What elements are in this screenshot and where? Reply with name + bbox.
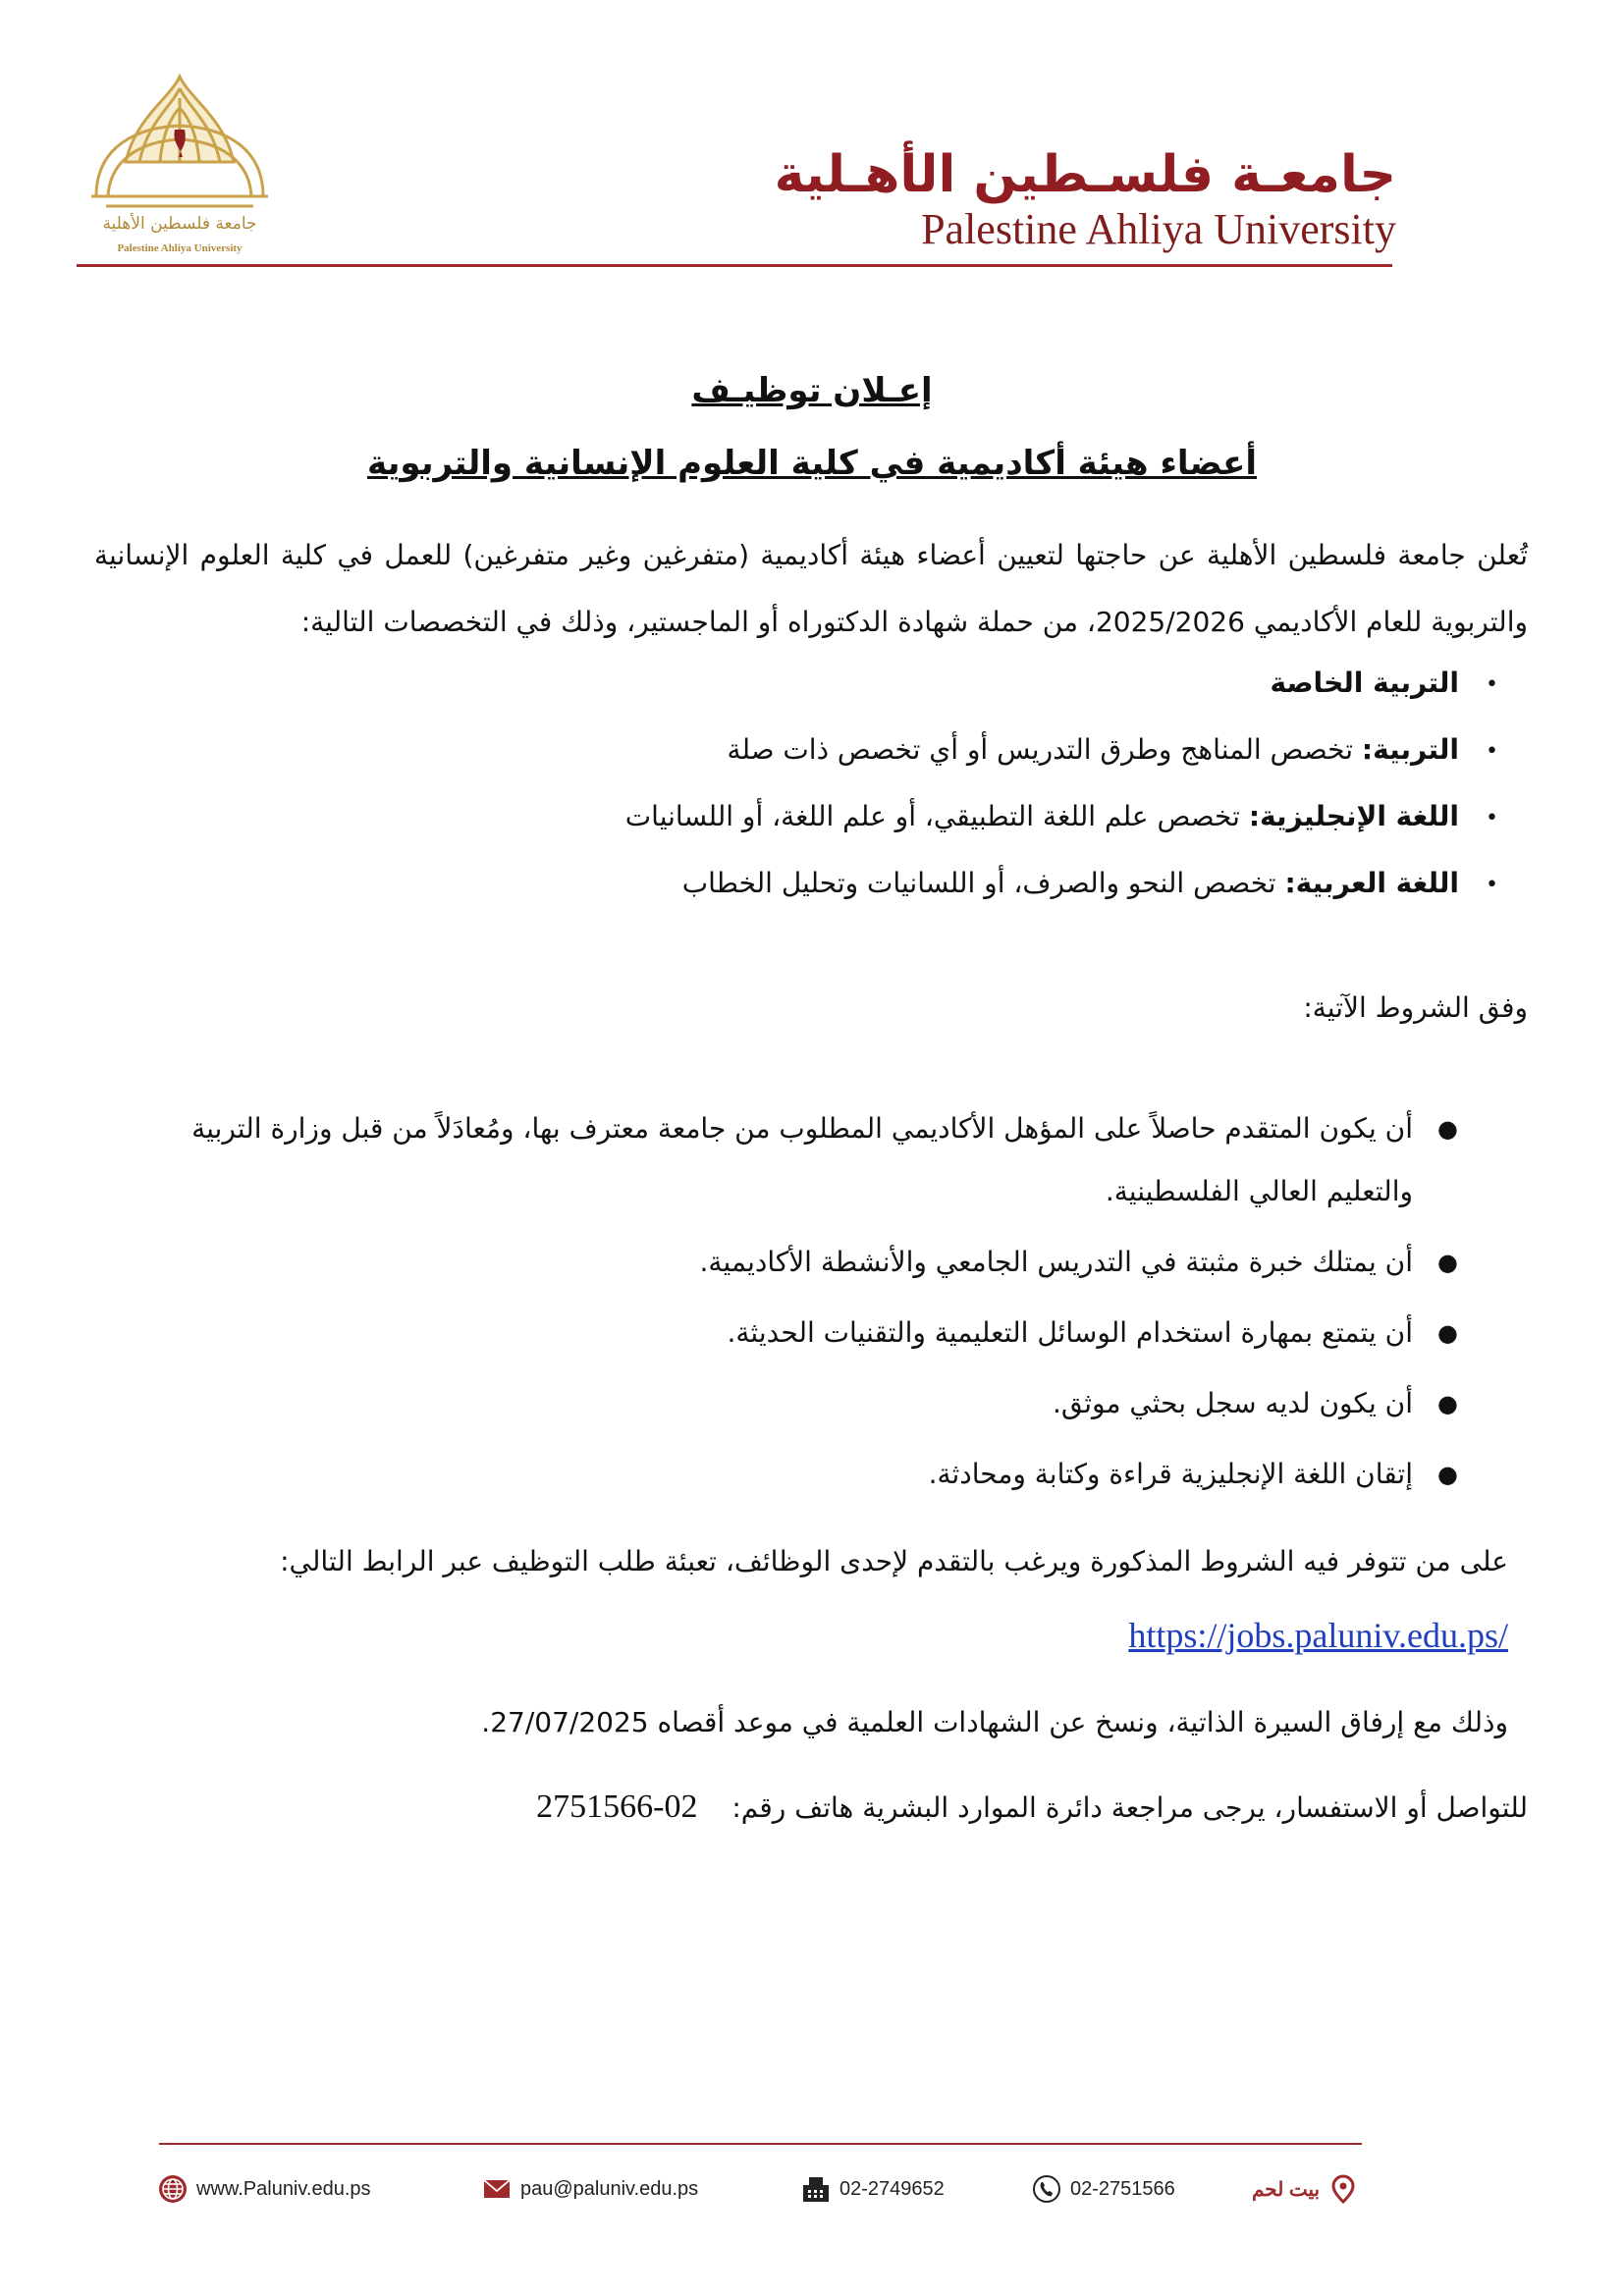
- footer-fax: [800, 2173, 945, 2205]
- svg-text:Palestine Ahliya University: Palestine Ahliya University: [117, 242, 243, 254]
- bullet-icon: •: [1486, 806, 1498, 830]
- footer-email[interactable]: [481, 2173, 698, 2205]
- list-item: ● أن يكون المتقدم حاصلاً على المؤهل الأكاديمي المطلوب من جامعة معترف بها، ومُعادَلاً من قبل وزارة التربية والتعليم العالي الفلسطينية.: [136, 1097, 1413, 1223]
- footer-phone[interactable]: [1031, 2173, 1175, 2205]
- email-text: pau@paluniv.edu.ps: [520, 2177, 699, 2200]
- list-item: ● إتقان اللغة الإنجليزية قراءة وكتابة ومحادثة.: [136, 1443, 1413, 1506]
- apply-instructions: على من تتوفر فيه الشروط المذكورة ويرغب بالتقدم لإحدى الوظائف، تعبئة طلب التوظيف عبر الرابط التالي:: [280, 1545, 1508, 1577]
- conditions-list: [136, 1097, 1458, 1514]
- dome-logo-icon: [77, 69, 283, 265]
- contact-text: للتواصل أو الاستفسار، يرجى مراجعة دائرة الموارد البشرية هاتف رقم:: [731, 1791, 1528, 1824]
- bullet-icon: ●: [1437, 1319, 1458, 1347]
- footer-website[interactable]: [157, 2173, 371, 2205]
- announcement-subtitle: أعضاء هيئة أكاديمية في كلية العلوم الإنسانية والتربوية: [367, 444, 1257, 483]
- globe-icon: [157, 2173, 189, 2205]
- contact-phone: 02-2751566: [536, 1789, 698, 1825]
- list-item: • التربية الخاصة: [625, 656, 1459, 722]
- fax-text: 02-2749652: [839, 2177, 945, 2200]
- fax-icon: [800, 2173, 832, 2205]
- footer-divider: [159, 2143, 1362, 2145]
- footer-location: [1252, 2173, 1359, 2205]
- deadline-text: وذلك مع إرفاق السيرة الذاتية، ونسخ عن الشهادات العلمية في موعد أقصاه 27/07/2025.: [481, 1706, 1508, 1738]
- bullet-icon: •: [1486, 672, 1498, 697]
- bullet-icon: ●: [1437, 1390, 1458, 1417]
- list-item: • التربية: تخصص المناهج وطرق التدريس أو أي تخصص ذات صلة: [625, 722, 1459, 789]
- list-item: • اللغة العربية: تخصص النحو والصرف، أو اللسانيات وتحليل الخطاب: [625, 856, 1459, 923]
- application-link[interactable]: https://jobs.paluniv.edu.ps/: [1128, 1616, 1508, 1655]
- bullet-icon: •: [1486, 873, 1498, 897]
- bullet-icon: •: [1486, 739, 1498, 764]
- university-logo: [77, 69, 283, 265]
- university-name-english: Palestine Ahliya University: [921, 205, 1396, 253]
- bullet-icon: ●: [1437, 1115, 1458, 1143]
- list-item: • اللغة الإنجليزية: تخصص علم اللغة التطبيقي، أو علم اللغة، أو اللسانيات: [625, 789, 1459, 856]
- intro-paragraph: تُعلن جامعة فلسطين الأهلية عن حاجتها لتعيين أعضاء هيئة أكاديمية (متفرغين وغير متفرغين) للعمل في كلية العلوم الإنسانية والتربوية للعام الأكاديمي 2025/2026، من حملة شهادة الدكتوراه أو الماجستير، وذلك في التخصصات التالية:: [94, 539, 1528, 638]
- list-item: ● أن يتمتع بمهارة استخدام الوسائل التعليمية والتقنيات الحديثة.: [136, 1302, 1413, 1364]
- location-pin-icon: [1327, 2173, 1359, 2205]
- contact-line: [536, 1789, 1528, 1826]
- location-text: بيت لحم: [1252, 2178, 1321, 2201]
- header-divider: [77, 264, 1392, 267]
- phone-text: 02-2751566: [1070, 2177, 1175, 2200]
- svg-text:جامعة فلسطين الأهلية: جامعة فلسطين الأهلية: [102, 214, 257, 234]
- bullet-icon: ●: [1437, 1249, 1458, 1276]
- mail-icon: [481, 2173, 513, 2205]
- phone-icon: [1031, 2173, 1062, 2205]
- specializations-list: [624, 656, 1498, 923]
- website-text: www.Paluniv.edu.ps: [196, 2177, 371, 2200]
- list-item: ● أن يكون لديه سجل بحثي موثق.: [136, 1372, 1413, 1435]
- list-item: ● أن يمتلك خبرة مثبتة في التدريس الجامعي والأنشطة الأكاديمية.: [136, 1231, 1413, 1294]
- bullet-icon: ●: [1437, 1461, 1458, 1488]
- university-name-arabic: جامعـة فلسـطين الأهـلية: [774, 145, 1396, 204]
- footer: [157, 2173, 1375, 2213]
- conditions-lead: وفق الشروط الآتية:: [1303, 991, 1528, 1024]
- announcement-title: إعـلان توظيـف: [691, 371, 933, 410]
